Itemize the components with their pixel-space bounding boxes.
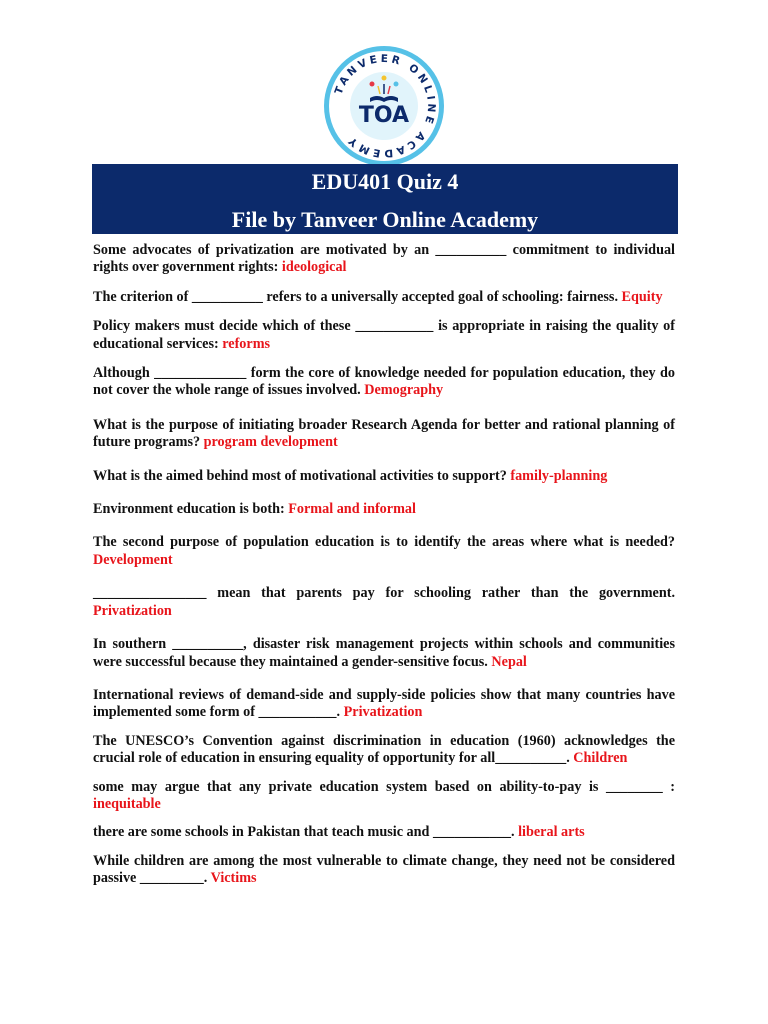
quiz-answer: family-planning	[510, 467, 608, 484]
quiz-question: there are some schools in Pakistan that teach music and ___________. liberal arts	[93, 824, 585, 841]
quiz-answer: reforms	[222, 335, 271, 352]
quiz-question: The second purpose of population education is to identify the areas where what is needed? Development	[93, 534, 675, 568]
quiz-question: ________________ mean that parents pay for schooling rather than the government. Privatization	[93, 585, 675, 619]
quiz-question: In southern __________, disaster risk management projects within schools and communities were successful because they maintained a gender-sensitive focus. Nepal	[93, 636, 675, 670]
logo-ring-text: TANVEER ONLINE ACADEMY	[332, 52, 438, 160]
title-banner	[92, 164, 678, 234]
quiz-question: Although _____________ form the core of knowledge needed for population education, they do not cover the whole range of issues involved. Demography	[93, 365, 675, 399]
quiz-answer: program development	[203, 434, 338, 451]
quiz-content	[93, 242, 675, 888]
quiz-question: While children are among the most vulnerable to climate change, they need not be considered passive _________. Victims	[93, 852, 675, 887]
quiz-answer: inequitable	[93, 795, 161, 812]
quiz-question: International reviews of demand-side and supply-side policies show that many countries have implemented some form of ___________. Privatization	[93, 686, 675, 721]
quiz-answer: ideological	[281, 259, 347, 276]
logo-initials: TOA	[358, 103, 410, 128]
quiz-question: Some advocates of privatization are motivated by an __________ commitment to individual rights over government rights: ideological	[93, 242, 675, 276]
quiz-answer: Victims	[210, 870, 257, 887]
quiz-answer: Equity	[621, 288, 663, 305]
quiz-answer: Formal and informal	[288, 501, 416, 518]
quiz-question: What is the aimed behind most of motivational activities to support? family-planning	[93, 467, 608, 484]
quiz-question: The criterion of __________ refers to a universally accepted goal of schooling: fairness. Equity	[93, 288, 663, 305]
quiz-answer: Privatization	[93, 602, 172, 619]
quiz-answer: Development	[93, 551, 173, 568]
quiz-question: The UNESCO’s Convention against discrimination in education (1960) acknowledges the crucial role of education in ensuring equality of opportunity for all__________. Children	[93, 732, 675, 767]
academy-logo-icon	[320, 42, 448, 170]
page-title: EDU401 Quiz 4	[311, 169, 459, 194]
quiz-question: What is the purpose of initiating broader Research Agenda for better and rational planning of future programs? program development	[93, 416, 675, 451]
quiz-answer: liberal arts	[518, 824, 585, 841]
quiz-answer: Privatization	[343, 704, 423, 721]
quiz-question: some may argue that any private education system based on ability-to-pay is ________ : inequitable	[93, 778, 675, 812]
quiz-answer: Nepal	[491, 653, 527, 670]
quiz-answer: Children	[573, 750, 628, 767]
quiz-question: Environment education is both: Formal and informal	[93, 501, 416, 518]
academy-logo	[320, 42, 448, 170]
quiz-answer: Demography	[364, 382, 444, 399]
quiz-question: Policy makers must decide which of these ___________ is appropriate in raising the quality of educational services: reforms	[93, 318, 675, 352]
page-subtitle: File by Tanveer Online Academy	[231, 207, 539, 232]
